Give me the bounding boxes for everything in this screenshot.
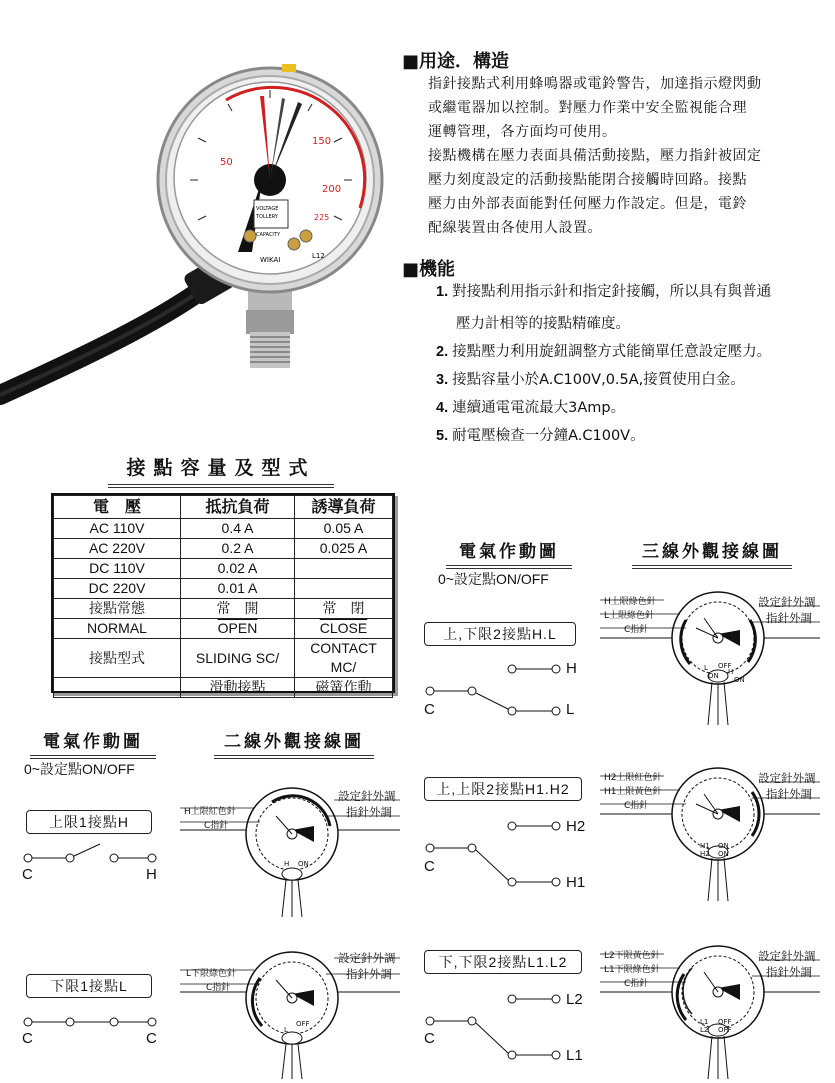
scale-label-225: 225 <box>314 213 330 222</box>
set-needle-label: 設定針外調 <box>758 771 816 785</box>
terminal-l2: L2 <box>566 991 583 1008</box>
table-cell: DC 220V <box>54 579 181 599</box>
table-cell: OPEN <box>181 619 295 639</box>
table-cell: 磁簧作動 <box>295 678 393 698</box>
terminal-h: H <box>566 660 577 677</box>
face-capacity: CAPACITY <box>256 232 281 238</box>
switch-box-h: 上限1接點H <box>26 810 152 834</box>
face-tollery: TOLLERY <box>256 214 278 220</box>
legend-label: C指針 <box>624 979 649 989</box>
legend-label: H1上限黃色針 <box>604 787 662 797</box>
table-cell: 0.05 A <box>295 519 393 539</box>
switch-box-h1h2: 上,上限2接點H1.H2 <box>424 777 582 801</box>
table-cell: 0.01 A <box>181 579 295 599</box>
table-cell: SLIDING SC/ <box>181 639 295 678</box>
table-cell: 0.2 A <box>181 539 295 559</box>
switch-box-hl: 上,下限2接點H.L <box>424 622 576 646</box>
marker: OFF <box>718 662 732 670</box>
table-cell: AC 220V <box>54 539 181 559</box>
usage-body <box>428 72 832 240</box>
legend-label: L2下限黃色針 <box>604 951 660 961</box>
needle-label: 指針外調 <box>346 805 392 819</box>
left-subtitle: 0~設定點ON/OFF <box>24 761 135 777</box>
function-item: 壓力計相等的接點精確度。 <box>456 316 630 332</box>
face-brand: WIKAI <box>260 256 281 264</box>
table-header-row <box>54 496 393 519</box>
needle-label: 指針外調 <box>766 787 812 801</box>
legend-label: H2上限紅色針 <box>604 773 662 783</box>
table-cell: 常 閉 <box>295 599 393 619</box>
legend-label: C指針 <box>624 625 649 635</box>
left-wiring-title: 二線外觀接線圖 <box>224 732 364 752</box>
table-row <box>54 678 393 698</box>
table-cell: NORMAL <box>54 619 181 639</box>
legend-label: C指針 <box>206 983 231 993</box>
function-item: 2. 接點壓力利用旋鈕調整方式能簡單任意設定壓力。 <box>436 344 772 360</box>
marker: ON <box>734 676 745 684</box>
capacity-title: 接點容量及型式 <box>126 457 316 479</box>
table-cell: 0.4 A <box>181 519 295 539</box>
switch-schematic-l <box>22 1012 162 1036</box>
legend-label: L上限綠色針 <box>604 611 655 621</box>
marker: ON <box>708 672 719 680</box>
usage-line: 配線裝置由各使用人設置。 <box>428 220 602 236</box>
legend-label: L下限綠色針 <box>186 969 237 979</box>
table-cell: 0.025 A <box>295 539 393 559</box>
table-header-cell: 誘導負荷 <box>295 496 393 519</box>
usage-title: ■用途．構造 <box>402 51 510 72</box>
scale-label-200: 200 <box>322 184 342 195</box>
right-elec-title: 電氣作動圖 <box>459 542 559 562</box>
marker: L <box>704 664 708 672</box>
marker: ON <box>718 842 729 850</box>
needle-label: 指針外調 <box>766 965 812 979</box>
table-row <box>54 619 393 639</box>
switch-box-l1l2: 下,下限2接點L1.L2 <box>424 950 582 974</box>
table-cell: AC 110V <box>54 519 181 539</box>
table-cell: DC 110V <box>54 559 181 579</box>
function-item: 1. 對接點利用指示針和指定針接觸，所以具有與普通 <box>436 284 772 300</box>
set-needle-label: 設定針外調 <box>338 789 396 803</box>
left-wiring-heading <box>214 727 374 759</box>
usage-line: 接點機構在壓力表面具備活動接點，壓力指針被固定 <box>428 148 762 164</box>
pressure-gauge-photo <box>0 40 400 410</box>
function-title: ■機能 <box>402 259 456 280</box>
terminal-l: L <box>566 701 575 718</box>
table-header-cell: 抵抗負荷 <box>181 496 295 519</box>
terminal-h1: H1 <box>566 874 586 891</box>
table-cell <box>295 579 393 599</box>
right-elec-heading <box>446 537 572 569</box>
terminal-c: C <box>22 1030 33 1047</box>
set-needle-label: 設定針外調 <box>338 951 396 965</box>
table-cell <box>54 678 181 698</box>
right-wiring-heading <box>632 537 792 569</box>
face-voltage: VOLTAGE <box>256 206 279 212</box>
needle-label: 指針外調 <box>346 967 392 981</box>
capacity-heading <box>108 453 334 488</box>
table-cell: 接點型式 <box>54 639 181 678</box>
function-item: 4. 連續通電電流最大3Amp。 <box>436 400 626 416</box>
heading-underline <box>632 565 792 569</box>
terminal-h: H <box>146 866 157 883</box>
table-cell <box>295 559 393 579</box>
table-row <box>54 559 393 579</box>
terminal-c: C <box>146 1030 157 1047</box>
face-l12: L12 <box>312 252 325 260</box>
marker: H <box>728 668 734 676</box>
marker: L2 <box>700 1026 709 1034</box>
capacity-table <box>53 495 393 698</box>
legend-label: L1下限綠色針 <box>604 965 660 975</box>
table-cell: 滑動接點 <box>181 678 295 698</box>
terminal-c: C <box>424 701 435 718</box>
legend-label: H上限紅色針 <box>184 807 236 817</box>
scale-label-50: 50 <box>220 157 233 168</box>
heading-underline <box>214 755 374 759</box>
marker: ON <box>718 850 729 858</box>
right-subtitle: 0~設定點ON/OFF <box>438 571 549 587</box>
marker: L1 <box>700 1018 709 1026</box>
table-row <box>54 539 393 559</box>
set-needle-label: 設定針外調 <box>758 949 816 963</box>
marker: OFF <box>296 1020 310 1028</box>
table-cell: CLOSE <box>295 619 393 639</box>
usage-line: 壓力刻度設定的活動接點能閉合接觸時回路。接點 <box>428 172 747 188</box>
terminal-c: C <box>424 1030 435 1047</box>
usage-line: 指針接點式利用蜂鳴器或電鈴警告，加達指示燈閃動 <box>428 76 762 92</box>
usage-line: 壓力由外部表面能對任何壓力作設定。但是，電鈴 <box>428 196 747 212</box>
capacity-title-underline <box>108 484 334 488</box>
table-row <box>54 639 393 678</box>
table-header-cell: 電 壓 <box>54 496 181 519</box>
marker: H2 <box>700 850 710 858</box>
marker: H1 <box>700 842 710 850</box>
table-row <box>54 519 393 539</box>
switch-box-l: 下限1接點L <box>26 974 152 998</box>
marker: L <box>284 1026 288 1034</box>
table-row <box>54 599 393 619</box>
usage-line: 或繼電器加以控制。對壓力作業中安全監視能合理 <box>428 100 747 116</box>
function-item: 5. 耐電壓檢查一分鐘A.C100V。 <box>436 428 645 444</box>
terminal-l1: L1 <box>566 1047 583 1064</box>
table-cell: 常 開 <box>181 599 295 619</box>
terminal-h2: H2 <box>566 818 586 835</box>
table-cell: CONTACT MC/ <box>295 639 393 678</box>
capacity-table-frame <box>51 493 395 693</box>
legend-label: C指針 <box>624 801 649 811</box>
marker: OFF <box>718 1018 732 1026</box>
marker: H <box>284 860 290 868</box>
switch-schematic-h <box>22 842 162 872</box>
terminal-c: C <box>22 866 33 883</box>
set-needle-label: 設定針外調 <box>758 595 816 609</box>
scale-label-150: 150 <box>312 136 332 147</box>
function-list <box>436 281 834 453</box>
function-item: 3. 接點容量小於A.C100V,0.5A,接質使用白金。 <box>436 372 745 388</box>
marker: ON <box>298 860 309 868</box>
terminal-c: C <box>424 858 435 875</box>
table-cell: 0.02 A <box>181 559 295 579</box>
legend-label: C指針 <box>204 821 229 831</box>
marker: OFF <box>718 1026 732 1034</box>
left-elec-title: 電氣作動圖 <box>43 732 143 752</box>
needle-label: 指針外調 <box>766 611 812 625</box>
usage-line: 運轉管理，各方面均可使用。 <box>428 124 617 140</box>
left-elec-heading <box>30 727 156 759</box>
right-wiring-title: 三線外觀接線圖 <box>642 542 782 562</box>
legend-label: H上限綠色針 <box>604 597 656 607</box>
table-cell: 接點常態 <box>54 599 181 619</box>
table-row <box>54 579 393 599</box>
